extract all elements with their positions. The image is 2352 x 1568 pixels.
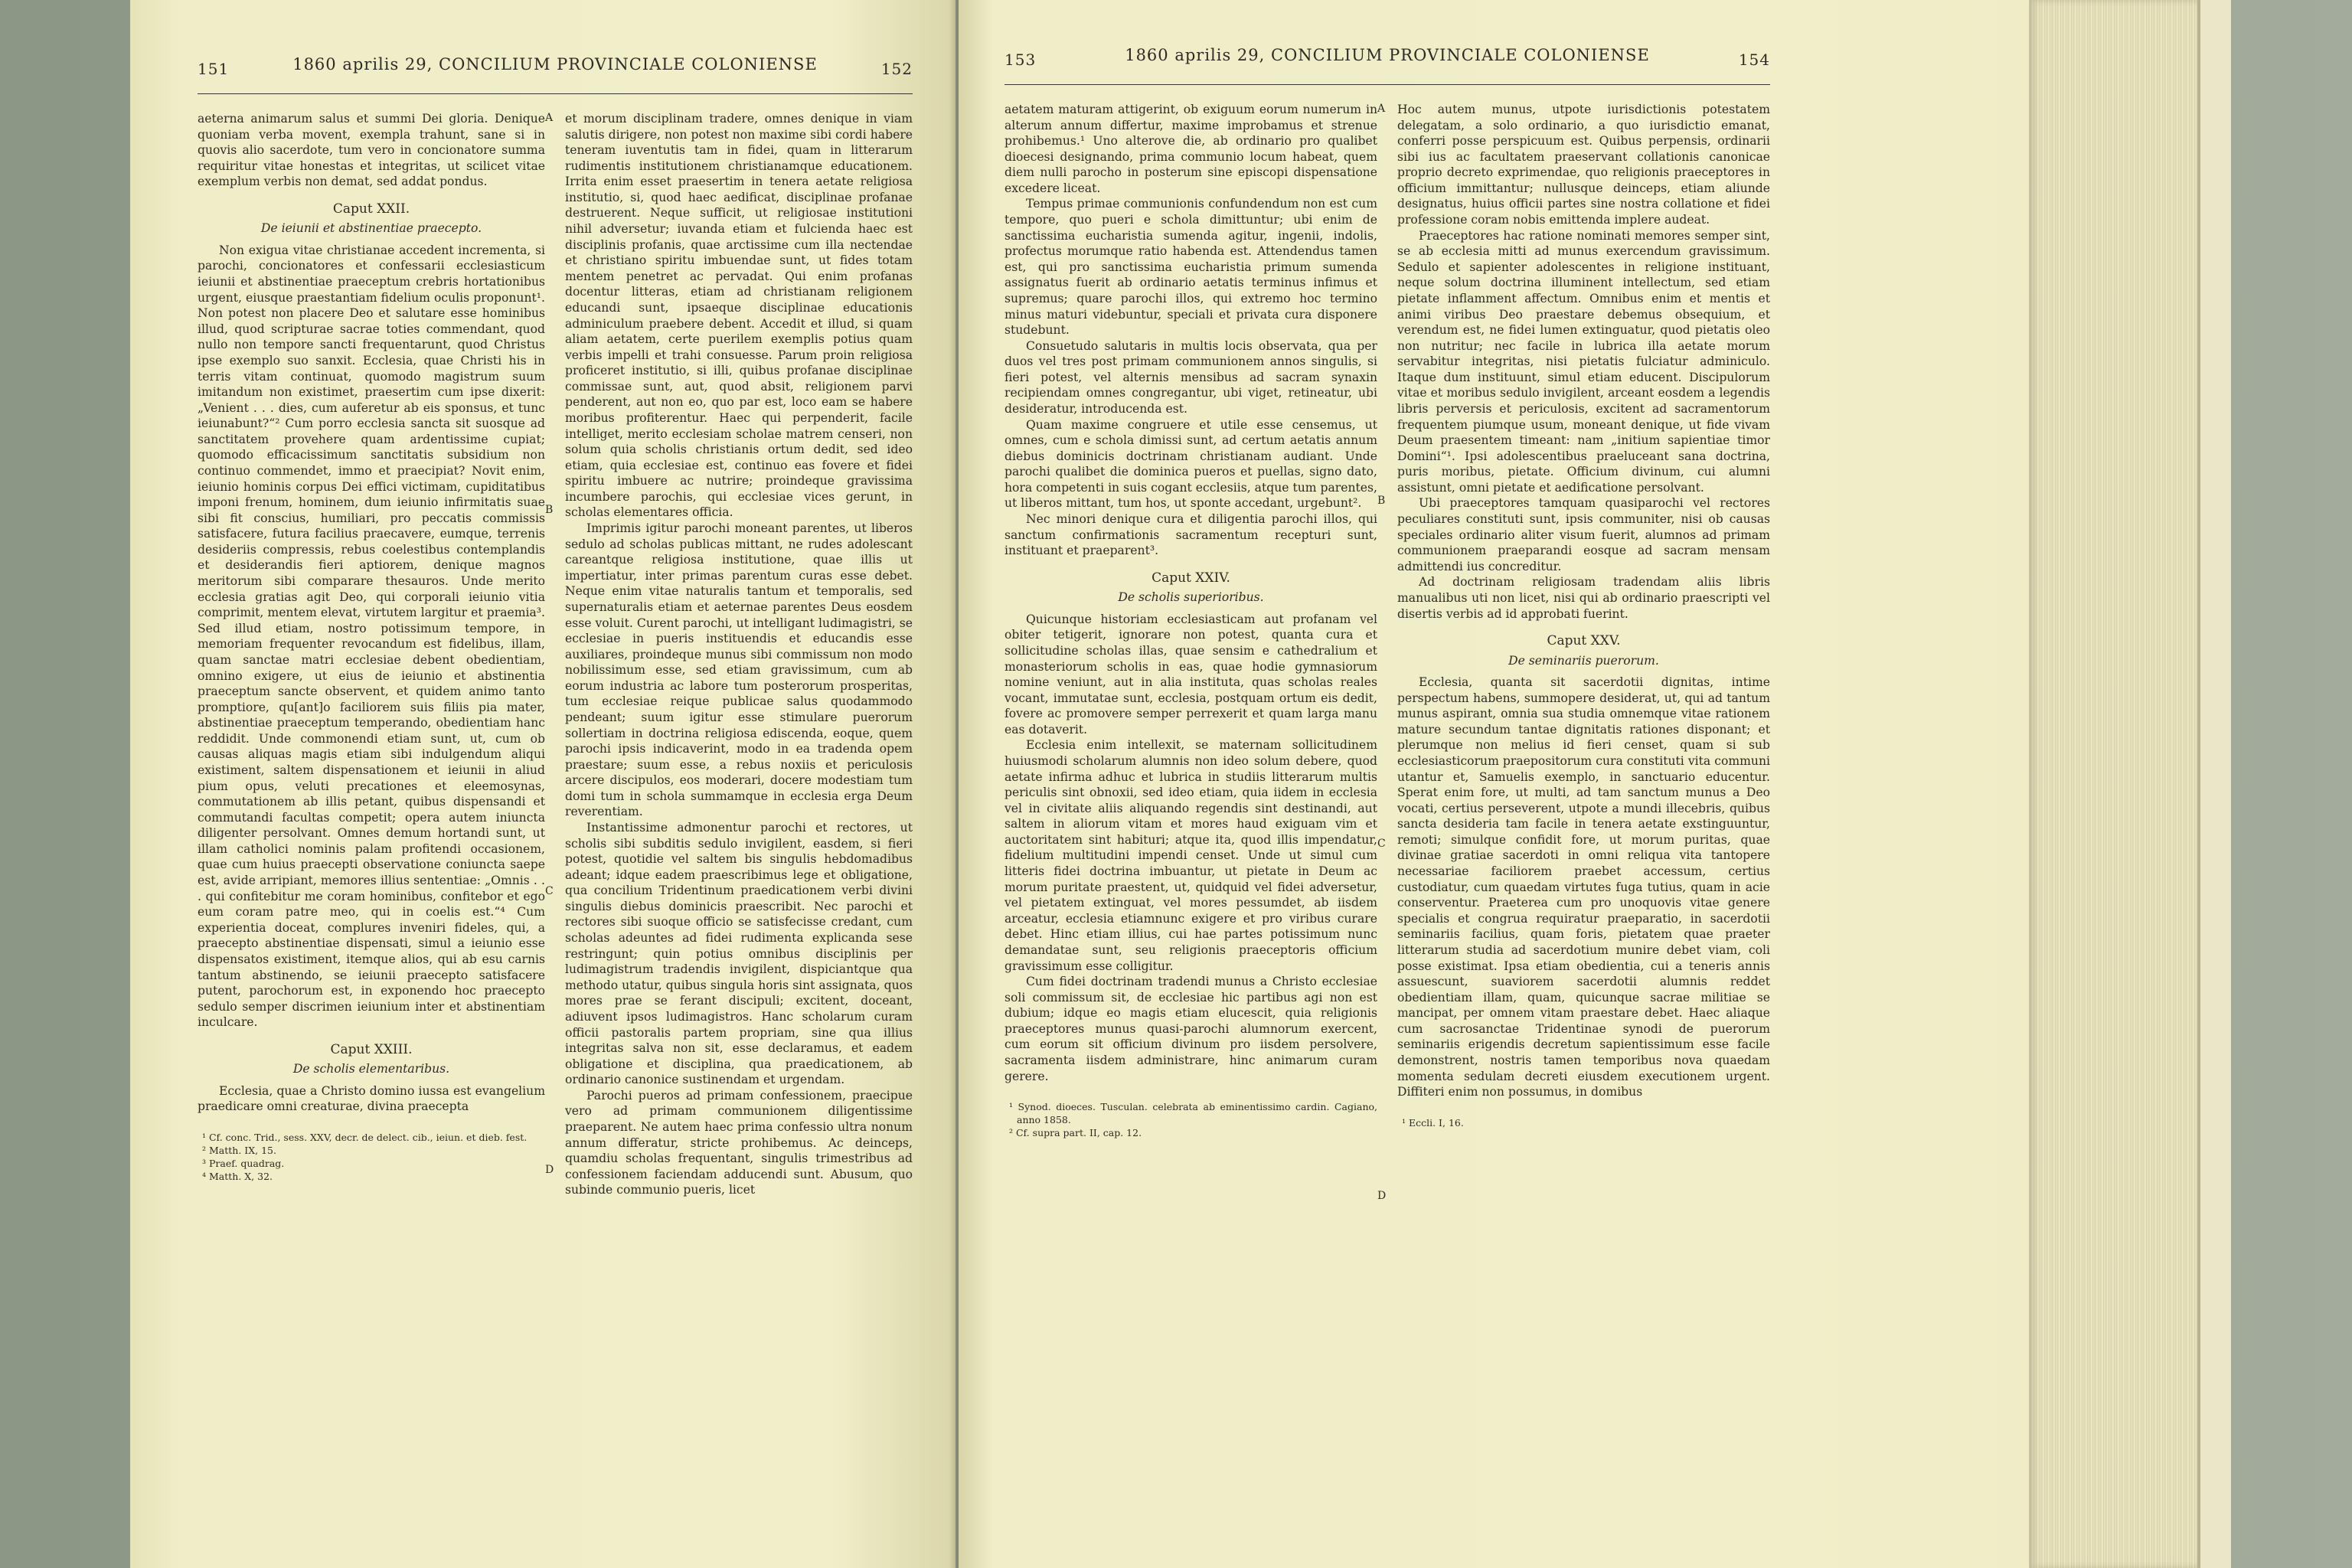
chapter-subtitle: De scholis superioribus. bbox=[1118, 590, 1264, 605]
chapter-heading: Caput XXV. bbox=[1547, 633, 1621, 649]
footnote: ⁴ Matth. X, 32. bbox=[202, 1170, 273, 1182]
right-page bbox=[959, 0, 2093, 1568]
footnotes bbox=[198, 1132, 545, 1184]
header-rule bbox=[198, 93, 913, 94]
column-b bbox=[545, 111, 913, 1198]
chapter-heading: Caput XXIV. bbox=[1152, 570, 1230, 586]
paragraph: aeterna animarum salus et summi Dei gloria. Denique quoniam verba movent, exempla trahunt, sane si in quovis alio sacerdote, tum vero in concionatore summa requiritur vitae honestas et integritas, ut scilicet vitae exemplum verbis non demat, sed addat pondus. bbox=[198, 112, 545, 189]
open-book bbox=[130, 0, 2151, 1568]
paragraph: Hoc autem munus, utpote iurisdictionis potestatem delegatam, a solo ordinario, a quo iurisdictio emanat, conferri posse perspicuum est. Quibus perpensis, ordinarii sibi ius ac facultatem praeservant collationis canonicae proprio decreto exprimendae, quo religionis praeceptores in officium immittantur; nullusque deinceps, etiam aliunde designatus, huius officii partes sine nostra collatione et fidei professione coram nobis emittenda implere audeat. bbox=[1397, 103, 1770, 227]
chapter-subtitle: De scholis elementaribus. bbox=[292, 1062, 450, 1076]
paragraph: Tempus primae communionis confundendum non est cum tempore, quo pueri e schola dimittuntur; ubi enim de sanctissima eucharistia sumenda agitur, ingenii, indolis, profectus morumque ratio habenda est. Attendendus tamen est, qui pro sanctissima eucharistia primum sumenda assignatus fuerit ab ordinario aetatis terminus infimus et supremus; quare parochi illos, qui extremo hoc termino minus maturi videbuntur, speciali et privata cura disponere studebunt. bbox=[1004, 197, 1377, 338]
footnote: ¹ Synod. dioeces. Tusculan. celebrata ab eminentissimo cardin. Cagiano, anno 1858. bbox=[1009, 1101, 1377, 1125]
footnote: ² Cf. supra part. II, cap. 12. bbox=[1009, 1126, 1142, 1138]
footnotes bbox=[1004, 1101, 1377, 1140]
footnote: ¹ Eccli. I, 16. bbox=[1402, 1116, 1464, 1129]
paragraph: Instantissime admonentur parochi et rectores, ut scholis sibi subditis sedulo invigilent, easdem, si fieri potest, quotidie vel saltem bis singulis hebdomadibus adeant; idque eadem praescribimus lege et obligatione, qua concilium Tridentinum praedicationem verbi divini singulis diebus dominicis praescribit. Nec parochi et rectores sibi suoque officio se satisfecisse credant, cum scholas adeuntes ad fidei rudimenta explicanda sese restringunt; quin potius omnibus disciplinis per ludimagistrum tradendis invigilent, dispiciantque qua methodo utatur, quibus singula horis sint assignata, quos mores prae se ferant discipuli; excitent, doceant, adiuvent ipsos ludimagistros. Hanc scholarum curam officii pastoralis partem propriam, sine qua illius integritas salva non sit, esse declaramus, et eadem obligatione et disciplina, qua praedicationem, ab ordinario canonice sustinendam et urgendam. bbox=[565, 821, 913, 1087]
margin-letter: D bbox=[545, 1164, 554, 1176]
page-number: 151 bbox=[198, 60, 230, 78]
margin-letter: A bbox=[1377, 103, 1386, 115]
page-number: 153 bbox=[1004, 51, 1037, 69]
paragraph: Parochi pueros ad primam confessionem, praecipue vero ad primam communionem diligentissime praeparent. Ne autem haec prima confessio ultra nonum annum differatur, stricte prohibemus. Ac deinceps, quamdiu scholas frequentant, singulis trimestribus ad confessionem faciendam adducendi sunt. Abusum, quo subinde communio pueris, licet bbox=[565, 1088, 913, 1197]
paragraph: Ecclesia, quae a Christo domino iussa est evangelium praedicare omni creaturae, divina praecepta bbox=[198, 1083, 545, 1114]
margin-letter: B bbox=[545, 504, 554, 516]
column-b bbox=[1377, 102, 1770, 1202]
footnotes bbox=[1397, 1117, 1770, 1130]
margin-letter: C bbox=[545, 885, 554, 897]
paragraph: Ad doctrinam religiosam tradendam aliis libris manualibus uti non licet, nisi qui ab ordinario praescripti vel disertis verbis ad id approbati fuerint. bbox=[1397, 575, 1770, 621]
column-a bbox=[198, 111, 545, 1198]
right-page-header bbox=[1004, 46, 1770, 80]
paragraph: Ecclesia enim intellexit, se maternam sollicitudinem huiusmodi scholarum alumnis non ideo solum debere, quod aetate infirma adhuc et lubrica in studiis litterarum multis periculis sint obnoxii, sed ideo etiam, quia iidem in ecclesia vel in civitate aliis aliquando regendis sint destinandi, aut saltem in aliorum vitam et mores haud exiguam vim et auctoritatem sint habituri; atque ita, quod illis impendatur, fidelium multitudini impendi censet. Unde ut simul cum litteris fidei doctrina imbuantur, ut pietate in Deum ac morum puritate praestent, ut, quidquid vel fidei adversetur, vel pietatem extinguat, vel mores pessumdet, ab iisdem arceatur, ecclesia etiamnunc exigere et pro viribus curare debet. Hinc etiam illius, cui hae partes potissimum nunc demandatae sunt, seu religionis praeceptoris officium gravissimum esse colligitur. bbox=[1004, 738, 1377, 973]
margin-letter: A bbox=[545, 112, 554, 124]
paragraph: Cum fidei doctrinam tradendi munus a Christo ecclesiae soli commissum sit, de ecclesiae hic partibus agi non est dubium; idque eo magis etiam elucescit, quia religionis praeceptores munus quasi-parochi alumnorum exercent, cum eorum sit officium divinum pro iisdem persolvere, sacramenta iisdem administrare, hinc animarum curam gerere. bbox=[1004, 975, 1377, 1083]
page-number: 154 bbox=[1738, 51, 1770, 69]
chapter-heading: Caput XXIII. bbox=[330, 1041, 413, 1057]
left-page bbox=[130, 0, 956, 1568]
header-rule bbox=[1004, 84, 1770, 85]
margin-letter: C bbox=[1377, 838, 1386, 850]
paragraph: Ecclesia, quanta sit sacerdotii dignitas, intime perspectum habens, summopere desiderat, ut, qui ad tantum munus aspirant, omnia sua studia omnemque vitae rationem mature secundum tantae dignitatis rationes disponant; et plerumque non melius id fieri censet, quam si sub ecclesiasticorum praepositorum cura constituti vita communi utantur et, Samuelis exemplo, in sanctuario educentur. Sperat enim fore, ut multi, ad tam sanctum munus a Deo vocati, certius perseverent, utpote a mundi illecebris, quibus sancta desideria tam facile in tenera aetate exstinguuntur, remoti; simulque confidit fore, ut morum puritas, quae divinae gratiae sacerdoti in omni reliqua vita tantopere necessariae faciliorem praebet accessum, certius custodiatur, cum quaedam virtutes fuga tutius, quam in acie conserventur. Praeterea cum pro unoquovis vitae genere specialis et congrua requiratur praeparatio, in sacerdotii seminariis facilius, quam foris, pietatem quae praeter litterarum studia ad sacerdotium munire debet viam, coli posse existimat. Ipsa etiam obedientia, cui a teneris annis assuescunt, suaviorem sacerdotii alumnis reddet obedientiam illam, quam, quicunque sacrae militiae se mancipat, per omnem vitam praestare debet. Haec aliaque cum sacrosanctae Tridentinae synodi de puerorum seminariis erigendis decretum sapientissimum esse facile demonstrent, nostris tamen temporibus nova quaedam momenta sedulam decreti eiusdem executionem urgent. Diffiteri enim non possumus, in domibus bbox=[1397, 675, 1770, 1099]
back-cover bbox=[2197, 0, 2231, 1568]
paragraph: Praeceptores hac ratione nominati memores semper sint, se ab ecclesia mitti ad munus exercendum gravissimum. Sedulo et sapienter adolescentes in religione instituant, neque solum doctrina illuminent intellectum, sed etiam pietate inflamment affectum. Omnibus enim et mentis et animi viribus Deo praestare debemus obsequium, et verendum est, ne fidei lumen extinguatur, quod pietatis oleo non nutritur; nec facile in lubrica illa aetate morum servabitur integritas, nisi pietatis fulciatur adminiculo. Itaque dum instituunt, simul etiam educent. Discipulorum vitae et moribus sedulo invigilent, arceant eosdem a legendis libris perversis et periculosis, excitent ad sacramentorum frequentem piumque usum, moneant denique, ut fide vivam Deum praesentem timeant: nam „initium sapientiae timor Domini“¹. Ipsi adolescentibus praeluceant sana doctrina, puris moribus, pietate. Officium divinum, cui alumni assistunt, omni pietate et aedificatione persolvant. bbox=[1397, 228, 1770, 495]
chapter-heading: Caput XXII. bbox=[332, 201, 410, 217]
paragraph: Consuetudo salutaris in multis locis observata, qua per duos vel tres post primam communionem annos singulis, si fieri potest, vel alternis mensibus ad sacram synaxin recipiendam omnes congregantur, ubi viget, retineatur, ubi desideratur, introducenda est. bbox=[1004, 338, 1377, 416]
page-edges bbox=[2029, 0, 2205, 1568]
page-number: 152 bbox=[880, 60, 913, 78]
margin-letter: B bbox=[1377, 495, 1386, 507]
paragraph: Quam maxime congruere et utile esse censemus, ut omnes, cum e schola dimissi sunt, ad certum aetatis annum diebus dominicis doctrinam christianam audiant. Unde parochi qualibet die dominica pueros et puellas, signo dato, hora competenti in suis cogant ecclesiis, atque tum parentes, ut liberos mittant, tum hos, ut sponte accedant, urgebunt². bbox=[1004, 417, 1377, 511]
column-a bbox=[1004, 102, 1377, 1140]
chapter-subtitle: De seminariis puerorum. bbox=[1508, 653, 1659, 668]
paragraph: Ubi praeceptores tamquam quasiparochi vel rectores peculiares constituti sunt, ipsis communiter, nisi ob causas speciales ordinario aliter visum fuerit, alumnos ad primam communionem praeparandi eosque ad sacram mensam admittendi ius concreditur. bbox=[1397, 496, 1770, 573]
paragraph: Non exigua vitae christianae accedent incrementa, si parochi, concionatores et confessarii ecclesiasticum ieiunii et abstinentiae praeceptum crebris hortationibus urgent, eiusque praestantiam fidelium oculis proponunt¹. Non potest non placere Deo et salutare esse hominibus illud, quod scripturae sacrae toties commendant, quod nullo non tempore sancti frequentarunt, quod Christus ipse exemplo suo sanxit. Ecclesia, quae Christi his in terris vitam continuat, quomodo magistrum suum imitandum non existimet, praesertim cum ipse dixerit: „Venient . . . dies, cum auferetur ab eis sponsus, et tunc ieiunabunt?“² Cum porro ecclesia sancta sit suosque ad sanctitatem provehere quam ardentissime cupiat; quomodo efficacissimum sanctitatis subsidium non continuo commendet, immo et praecipiat? Novit enim, ieiunio hominis corpus Dei effici victimam, cupiditatibus imponi frenum, hominem, dum ieiunio infirmitatis suae sibi fit conscius, humiliari, pro peccatis commissis satisfacere, futura facilius praecavere, eumque, terrenis desideriis compressis, rebus coelestibus contemplandis et desiderandis fieri aptiorem, denique magnos meritorum sibi comparare thesauros. Unde merito ecclesia gratias agit Deo, qui corporali ieiunio vitia comprimit, mentem elevat, virtutem largitur et praemia³. Sed illud etiam, nostro potissimum tempore, in memoriam frequenter revocandum est fidelibus, illam, quam sanctae matri ecclesiae debent obedientiam, omnino exigere, ut eius de ieiunio et abstinentia praeceptum sancte observent, et quidem animo tanto promptiore, qu[ant]o faciliorem suis filiis pia mater, abstinentiae praeceptum temperando, obedientiam hanc reddidit. Unde commonendi etiam sunt, ut, cum ob causas aliquas magis etiam sibi indulgendum aliqui existiment, saltem dispensationem et ieiunii in aliud pium opus, veluti precationes et eleemosynas, commutationem ab illis petant, quibus dispensandi et commutandi facultas competit; opera autem iniuncta diligenter persolvant. Omnes demum hortandi sunt, ut illam catholici nominis palam profitendi occasionem, quae cum huius praecepti observatione coniuncta saepe est, avide arripiant, memores illius sententiae: „Omnis . . . qui confitebitur me coram hominibus, confitebor et ego eum coram patre meo, qui in coelis est.“⁴ Cum experientia doceat, complures inveniri fideles, qui, a praecepto abstinentiae dispensati, simul a ieiunio esse dispensatos existiment, itemque alios, qui ab esu carnis tantum abstinendo, se ieiunii praecepto satisfacere putent, parochorum est, in exponendo hoc praecepto sedulo semper discrimen ieiunium inter et abstinentiam inculcare. bbox=[198, 243, 545, 1030]
paragraph: Quicunque historiam ecclesiasticam aut profanam vel obiter tetigerit, ignorare non potest, quanta cura et sollicitudine scholas illas, quae sensim e cathedralium et monasteriorum scholis in eas, quae hodie gymnasiorum nomine veniunt, aut in alia instituta, quas scholas reales vocant, immutatae sunt, ecclesia, postquam ortum eis dedit, fovere ac promovere semper perrexerit et quam larga manu eas dotaverit. bbox=[1004, 612, 1377, 737]
chapter-subtitle: De ieiunii et abstinentiae praecepto. bbox=[260, 221, 482, 236]
margin-letter: D bbox=[1377, 1190, 1387, 1202]
paragraph: Nec minori denique cura et diligentia parochi illos, qui sanctum confirmationis sacramentum recepturi sunt, instituant et praeparent³. bbox=[1004, 512, 1377, 558]
running-head: 1860 aprilis 29, CONCILIUM PROVINCIALE COLONIENSE bbox=[292, 55, 818, 74]
running-head: 1860 aprilis 29, CONCILIUM PROVINCIALE COLONIENSE bbox=[1125, 46, 1650, 64]
paragraph: Imprimis igitur parochi moneant parentes, ut liberos sedulo ad scholas publicas mittant, ne rudes adolescant careantque religiosa institutione, quae illis ut impertiatur, inter primas parentum curas esse debet. Neque enim vitae naturalis tantum et temporalis, sed supernaturalis etiam et aeternae parentes Deus eosdem esse voluit. Curent parochi, ut intelligant ludimagistri, se ecclesiae in pueris instituendis et educandis esse auxiliares, proindeque munus sibi commissum non modo nobilissimum esse, sed etiam gravissimum, cum ab eorum industria ac labore tum posterorum prosperitas, tum ecclesiae reique publicae salus quodammodo pendeant; suum igitur esse stimulare puerorum sollertiam in doctrina religiosa ediscenda, eoque, quem parochi ipsis indicaverint, modo in ea tradenda opem praestare; suum esse, a rebus noxiis et periculosis arcere discipulos, eos moderari, docere modestiam tum domi tum in schola summamque in ecclesia erga Deum reverentiam. bbox=[565, 521, 913, 819]
footnote: ¹ Cf. conc. Trid., sess. XXV, decr. de delect. cib., ieiun. et dieb. fest. bbox=[202, 1131, 528, 1143]
footnote: ³ Praef. quadrag. bbox=[202, 1157, 285, 1169]
paragraph: et morum disciplinam tradere, omnes denique in viam salutis dirigere, non potest non maxime sibi cordi habere teneram iuventutis tam in fidei, quam in litterarum rudimentis institutionem christianamque educationem. Irrita enim esset praesertim in tenera aetate religiosa institutio, si, quod haec aedificat, disciplinae profanae destruerent. Neque sufficit, ut religiosae institutioni nihil adversetur; iuvanda etiam et fulcienda haec est disciplinis profanis, quae arctissime cum illa nectendae et christiano spiritu imbuendae sunt, ut fides totam mentem penetret ac pervadat. Qui enim profanas docentur litteras, etiam ad christianam religionem educandi sunt, ipsaeque disciplinae educationis adminiculum praebere debent. Accedit et illud, si quam aliam aetatem, certe puerilem exemplis potius quam verbis impelli et trahi consuesse. Parum proin religiosa proficeret institutio, si illi, quibus profanae disciplinae commissae sunt, aut, quod absit, religionem parvi penderent, aut non eo, quo par est, loco eam se habere moribus profiterentur. Haec qui perpenderit, facile intelliget, merito ecclesiam scholae matrem censeri, non solum quia scholis christianis ortum dedit, sed ideo etiam, quia ecclesiae est, continuo eas fovere et fidei spiritu imbuere ac nutrire; proindeque gravissima incumbere parochis, qui ecclesiae vices gerunt, in scholas elementares officia. bbox=[565, 112, 913, 520]
paragraph: aetatem maturam attigerint, ob exiguum eorum numerum in alterum annum differtur, maxime improbamus et strenue prohibemus.¹ Uno alterove die, ab ordinario pro qualibet dioecesi designando, prima communio locum habeat, quem diem nulli parocho in posterum sine episcopi dispensatione excedere liceat. bbox=[1004, 103, 1377, 195]
footnote: ² Matth. IX, 15. bbox=[202, 1144, 276, 1156]
left-page-header bbox=[198, 55, 913, 89]
